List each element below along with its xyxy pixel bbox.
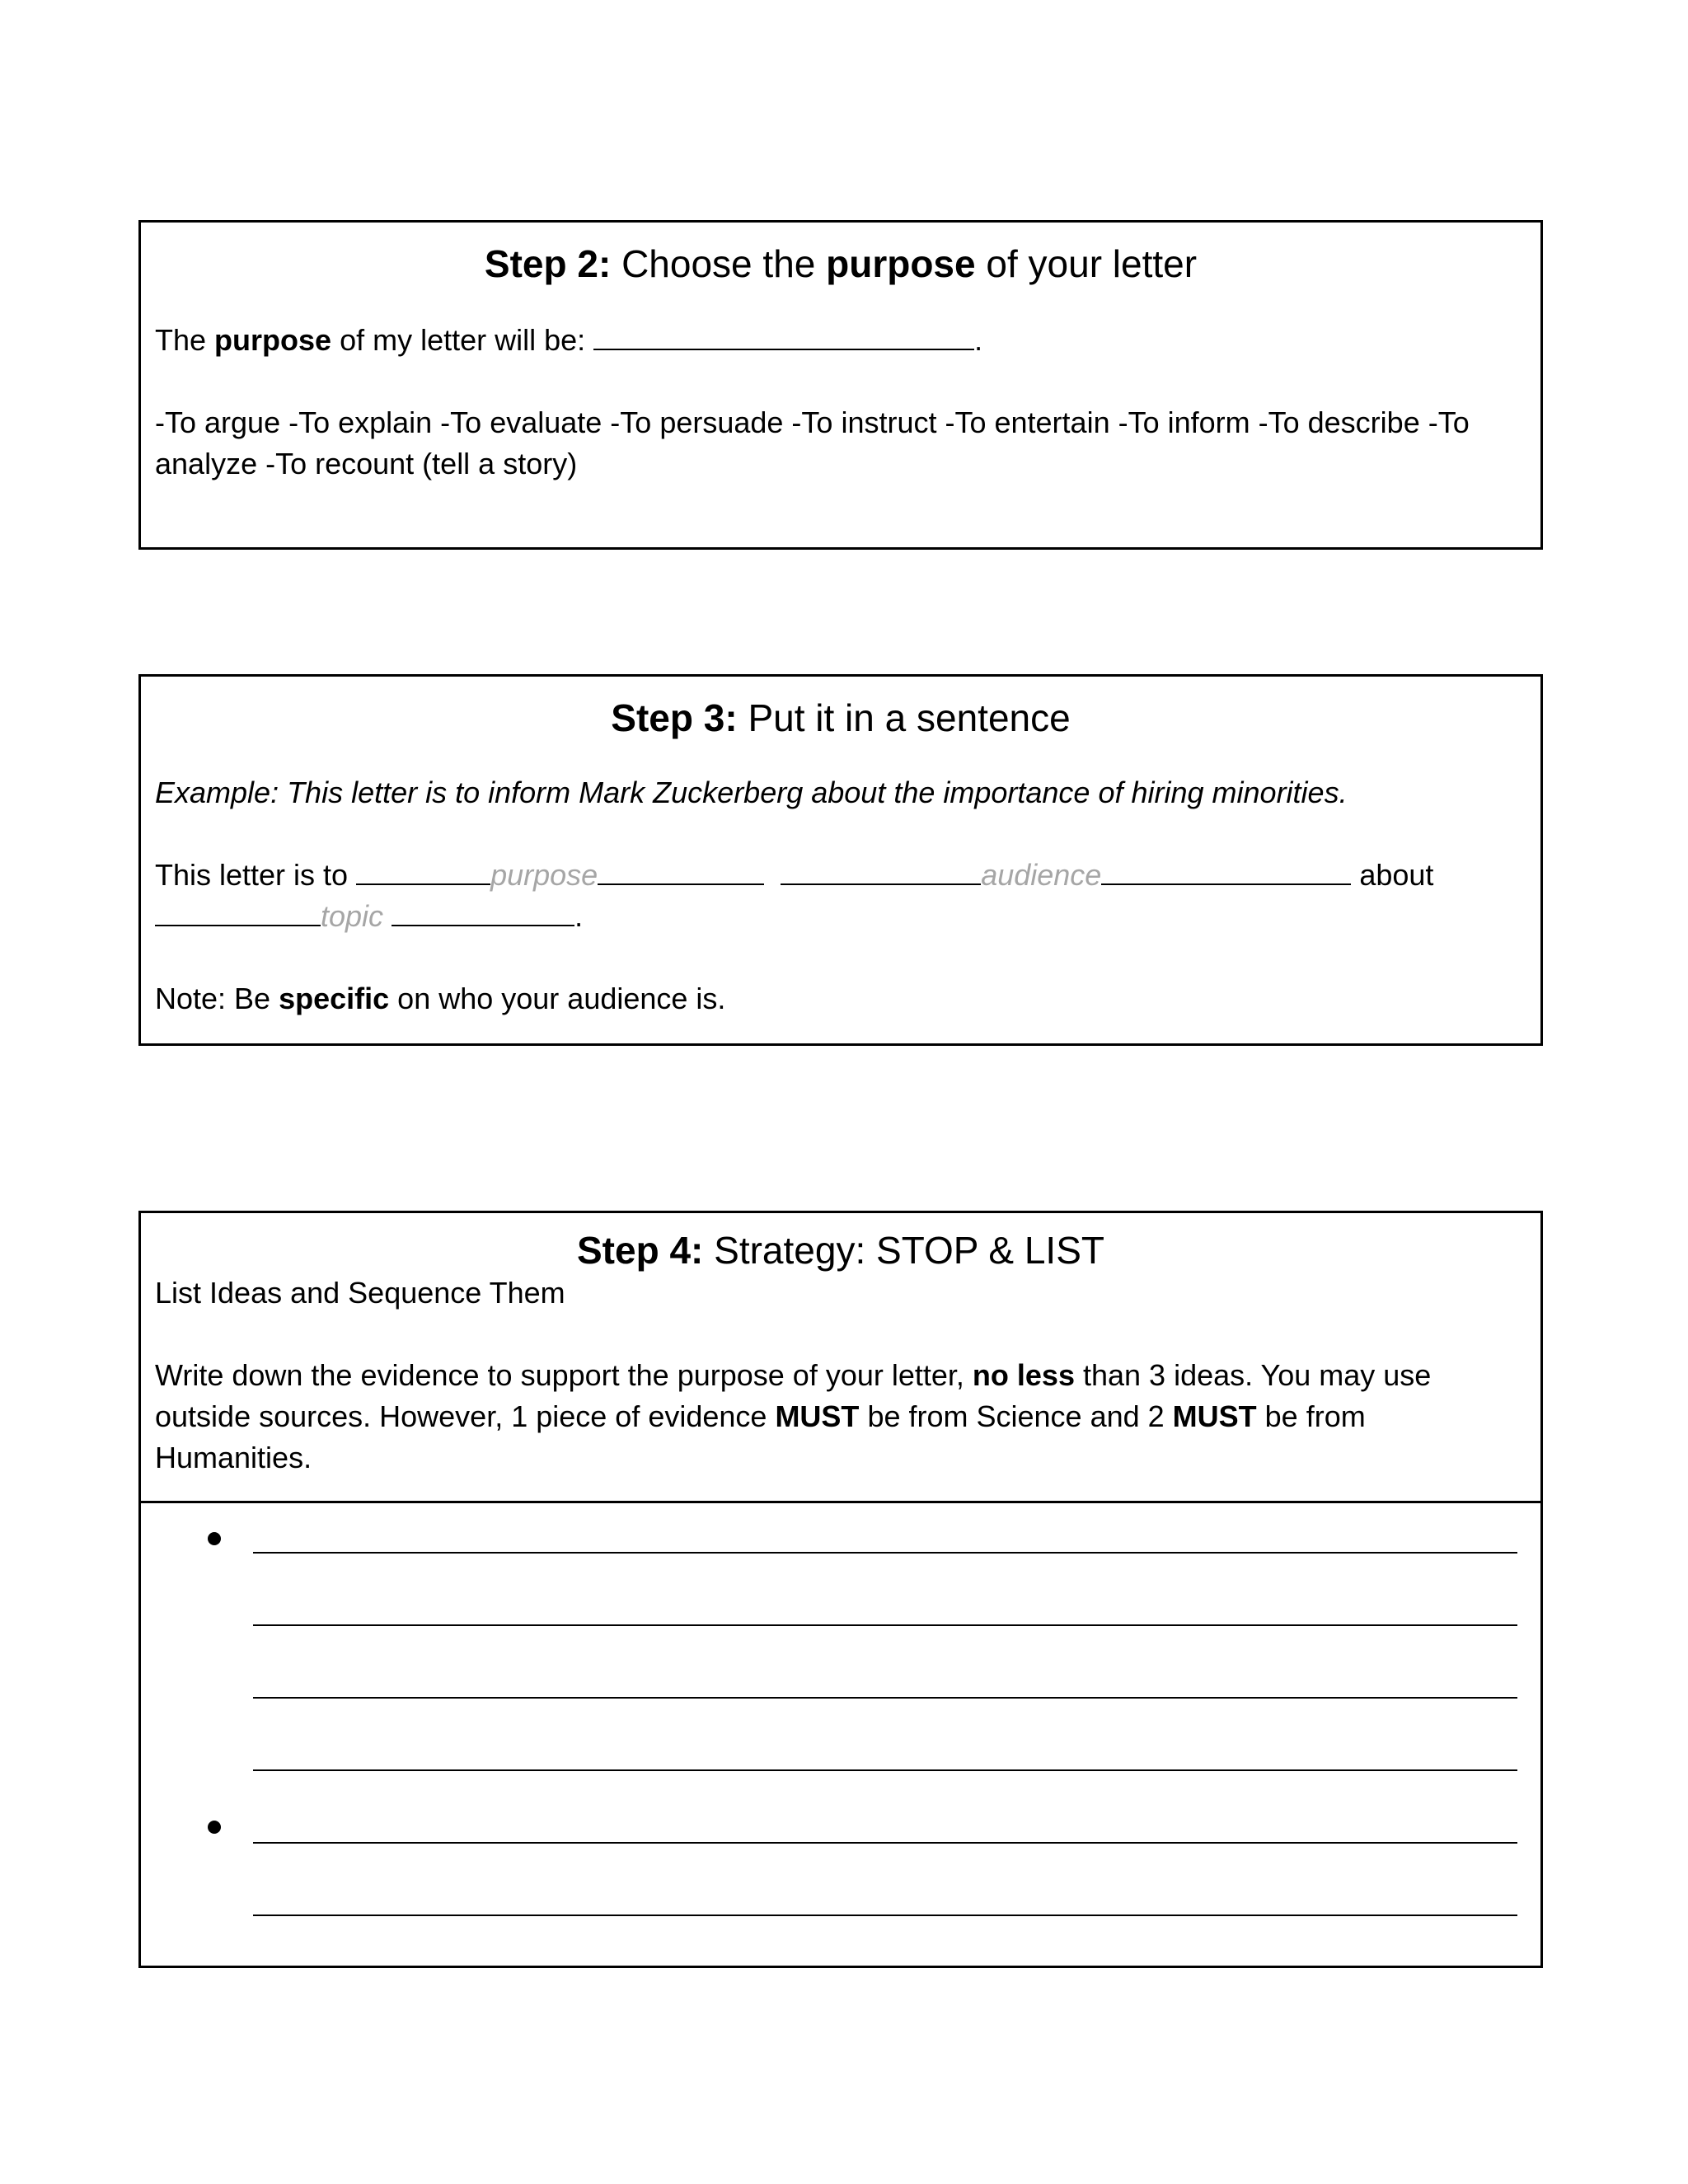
purpose-line-label: of my letter will be: xyxy=(331,323,594,357)
step3-box xyxy=(138,674,1543,1046)
step4-subtitle: List Ideas and Sequence Them xyxy=(155,1276,565,1310)
evidence-instructions xyxy=(155,1355,1526,1479)
purpose-line xyxy=(155,320,1526,361)
note-start: Note: Be xyxy=(155,982,279,1015)
step2-title-key: purpose xyxy=(826,242,976,285)
purpose-blank-left[interactable] xyxy=(356,855,490,885)
step2-box xyxy=(138,220,1543,550)
purpose-blank[interactable] xyxy=(593,321,974,350)
answer-line[interactable] xyxy=(253,1915,1517,1916)
instructions-part-4: be from Humanities. xyxy=(155,1399,1366,1474)
step4-title xyxy=(141,1228,1540,1272)
instructions-part-3: be from Science and 2 xyxy=(859,1399,1173,1433)
answer-line[interactable] xyxy=(253,1552,1517,1554)
instructions-part-1: Write down the evidence to support the purpose of your letter, xyxy=(155,1358,973,1392)
purpose-blank-right[interactable] xyxy=(598,855,764,885)
topic-blank-left[interactable] xyxy=(155,897,321,926)
audience-note xyxy=(155,978,1526,1019)
instructions-emphasis-2: MUST xyxy=(775,1399,860,1433)
purpose-hint: purpose xyxy=(490,858,598,892)
note-key: specific xyxy=(279,982,390,1015)
purpose-options: -To argue -To explain -To evaluate -To persuade -To instruct -To entertain -To inform -To describe -To analyze -To recount (tell a story) xyxy=(155,405,1470,480)
sentence-start: This letter is to xyxy=(155,858,357,892)
topic-blank-right[interactable] xyxy=(392,897,574,926)
step2-title-text: Choose the xyxy=(611,242,827,285)
sentence-template xyxy=(155,855,1526,937)
audience-blank-right[interactable] xyxy=(1101,855,1351,885)
purpose-line-end: . xyxy=(974,323,983,357)
audience-blank-left[interactable] xyxy=(781,855,981,885)
sentence-end: . xyxy=(574,899,584,933)
example-sentence: Example: This letter is to inform Mark Zuckerberg about the importance of hiring minorities. xyxy=(155,776,1348,809)
bullet-icon xyxy=(208,1532,221,1545)
instructions-part-2: than 3 ideas. You may use outside sources. However, 1 piece of evidence xyxy=(155,1358,1432,1433)
purpose-line-key: purpose xyxy=(214,323,332,357)
step4-box xyxy=(138,1211,1543,1968)
purpose-line-start: The xyxy=(155,323,215,357)
note-end: on who your audience is. xyxy=(389,982,726,1015)
bullet-icon xyxy=(208,1821,221,1834)
answer-line[interactable] xyxy=(253,1769,1517,1771)
audience-hint: audience xyxy=(981,858,1102,892)
instructions-emphasis-3: MUST xyxy=(1172,1399,1257,1433)
answer-line[interactable] xyxy=(253,1842,1517,1844)
step4-title-label: Step 4: xyxy=(577,1229,704,1272)
step2-title-end: of your letter xyxy=(975,242,1198,285)
section-divider xyxy=(141,1501,1540,1503)
step3-title-text: Put it in a sentence xyxy=(737,696,1071,739)
sentence-about: about xyxy=(1351,858,1434,892)
answer-line[interactable] xyxy=(253,1697,1517,1699)
step2-title-label: Step 2: xyxy=(484,242,612,285)
instructions-emphasis-1: no less xyxy=(972,1358,1075,1392)
topic-hint: topic xyxy=(321,899,384,933)
answer-line[interactable] xyxy=(253,1624,1517,1626)
step4-title-text: Strategy: STOP & LIST xyxy=(703,1229,1104,1272)
step3-title xyxy=(141,695,1540,741)
step3-title-label: Step 3: xyxy=(611,696,738,739)
step2-title xyxy=(141,241,1540,287)
